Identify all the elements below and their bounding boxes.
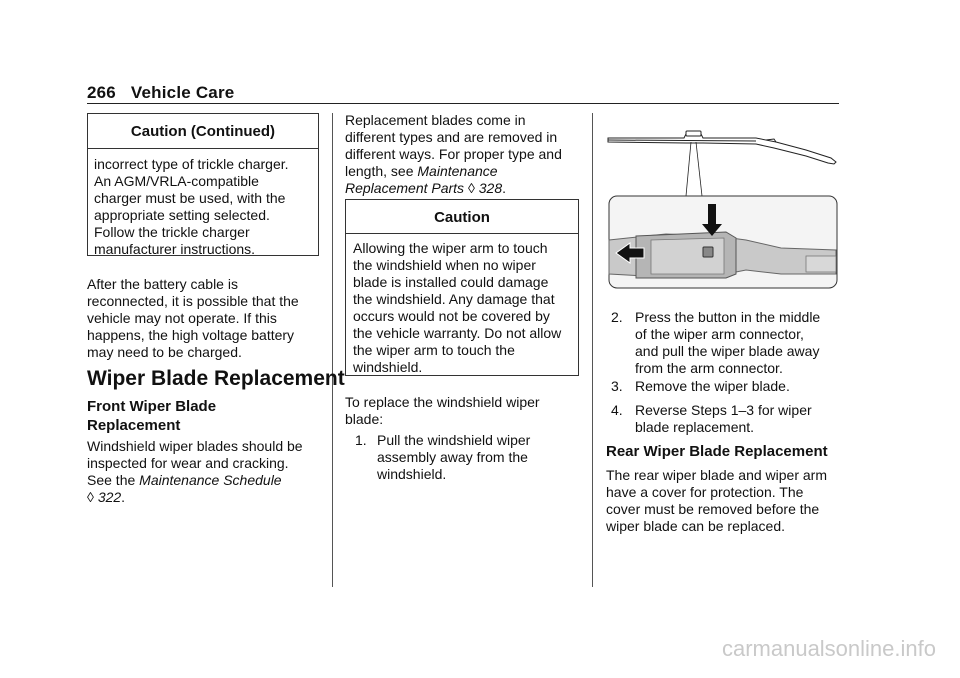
text-line: the wiper arm to touch the — [353, 342, 515, 358]
text-line: the windshield when no wiper — [353, 257, 536, 273]
caution-body — [346, 234, 578, 376]
text-fragment: . — [502, 180, 507, 196]
step-3 — [611, 378, 841, 395]
text-line: To replace the windshield wiper — [345, 394, 540, 410]
text-line: the windshield. Any damage that — [353, 291, 555, 307]
rear-wiper-heading: Rear Wiper Blade Replacement — [606, 443, 828, 460]
text-line: occurs would not be covered by — [353, 308, 550, 324]
text-fragment: See the — [87, 472, 140, 488]
text-line: inspected for wear and cracking. — [87, 455, 289, 471]
text-line: may need to be charged. — [87, 344, 242, 360]
text-line — [87, 472, 327, 489]
text-line: different types and are removed in — [345, 129, 558, 145]
caution-continued-body — [88, 149, 318, 258]
text-fragment: length, see — [345, 163, 418, 179]
header-rule — [87, 103, 839, 104]
text-line: Press the button in the middle — [635, 309, 821, 325]
replace-intro — [345, 394, 585, 428]
text-line: Remove the wiper blade. — [635, 378, 790, 394]
column-divider-right — [592, 113, 593, 587]
rear-wiper-paragraph — [606, 467, 846, 535]
step-4 — [611, 402, 841, 436]
watermark: carmanualsonline.info — [721, 636, 936, 661]
text-line: reconnected, it is possible that the — [87, 293, 299, 309]
caution-title: Caution — [434, 209, 490, 226]
column-divider-left — [332, 113, 333, 587]
step-2 — [611, 309, 841, 377]
maintenance-replacement-parts-link-cont[interactable]: Replacement Parts — [345, 180, 465, 196]
text-line: An AGM/VRLA-compatible — [94, 173, 259, 189]
text-line: Allowing the wiper arm to touch — [353, 240, 548, 256]
caution-box — [345, 199, 579, 376]
text-line — [345, 180, 585, 197]
step-number: 2. — [611, 309, 623, 325]
maintenance-schedule-link[interactable]: Maintenance Schedule — [139, 472, 282, 488]
text-line: manufacturer instructions. — [94, 241, 256, 257]
text-line: Pull the windshield wiper — [377, 432, 531, 448]
text-line: from the arm connector. — [635, 360, 783, 376]
text-line: appropriate setting selected. — [94, 207, 270, 223]
callout-lines — [686, 142, 702, 196]
maintenance-replacement-parts-link[interactable]: Maintenance — [417, 163, 498, 179]
heading-line: Replacement — [87, 417, 181, 434]
step-number: 1. — [355, 432, 367, 448]
reference-symbol: ◊ — [87, 489, 94, 505]
front-wiper-heading — [87, 397, 216, 435]
text-line: Windshield wiper blades should be — [87, 438, 303, 454]
text-line: windshield. — [353, 359, 423, 375]
front-wiper-paragraph — [87, 438, 327, 506]
section-title: Wiper Blade Replacement — [87, 367, 345, 390]
reference-symbol: ◊ — [467, 180, 475, 196]
text-line: blade is installed could damage — [353, 274, 549, 290]
step-text — [611, 309, 841, 377]
text-line: different ways. For proper type and — [345, 146, 562, 162]
wiper-blade-drawing — [608, 131, 836, 164]
caution-continued-title: Caution (Continued) — [130, 123, 276, 140]
text-line: blade replacement. — [635, 419, 755, 435]
text-line: wiper blade can be replaced. — [606, 518, 786, 534]
text-line — [345, 163, 585, 180]
text-fragment: . — [121, 489, 126, 505]
text-line: charger must be used, with the — [94, 190, 286, 206]
page-header — [87, 83, 234, 103]
text-line: incorrect type of trickle charger. — [94, 156, 289, 172]
reference-page[interactable]: 328 — [478, 180, 503, 196]
page-reference[interactable] — [87, 489, 327, 506]
text-line: assembly away from the — [377, 449, 528, 465]
text-line: happens, the high voltage battery — [87, 327, 295, 343]
caution-continued-box — [87, 113, 319, 256]
reference-page: 322 — [97, 489, 122, 505]
step-number: 3. — [611, 378, 623, 394]
text-line: Replacement blades come in — [345, 112, 526, 128]
chapter-title: Vehicle Care — [130, 83, 235, 102]
replacement-blades-paragraph — [345, 112, 585, 197]
text-line: the vehicle warranty. Do not allow — [353, 325, 562, 341]
text-line: of the wiper arm connector, — [635, 326, 804, 342]
text-line: windshield. — [377, 466, 447, 482]
text-line: The rear wiper blade and wiper arm — [606, 467, 827, 483]
step-number: 4. — [611, 402, 623, 418]
heading-line: Front Wiper Blade — [87, 398, 217, 415]
step-text — [611, 402, 841, 436]
text-line: blade: — [345, 411, 384, 427]
battery-paragraph — [87, 276, 327, 361]
wiper-illustration — [606, 128, 840, 291]
text-line: and pull the wiper blade away — [635, 343, 820, 359]
step-1 — [355, 432, 585, 483]
text-line: Reverse Steps 1–3 for wiper — [635, 402, 812, 418]
text-line: have a cover for protection. The — [606, 484, 804, 500]
text-line: vehicle may not operate. If this — [87, 310, 277, 326]
text-line: cover must be removed before the — [606, 501, 820, 517]
text-line: After the battery cable is — [87, 276, 238, 292]
release-button — [703, 247, 713, 257]
step-text — [611, 378, 841, 395]
page-number: 266 — [87, 83, 116, 102]
step-text — [355, 432, 585, 483]
text-line: Follow the trickle charger — [94, 224, 250, 240]
